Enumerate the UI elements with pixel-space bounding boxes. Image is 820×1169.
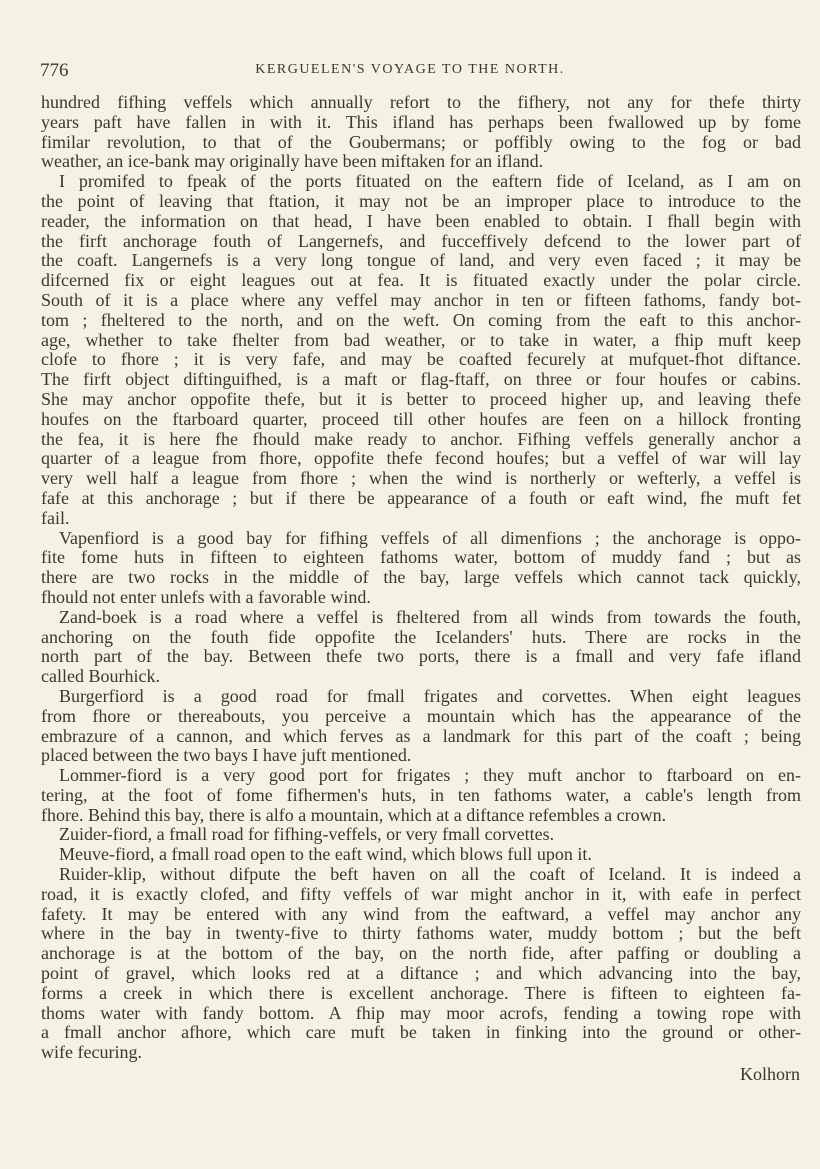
text-line: difcerned fix or eight leagues out at fea. It is fituated exactly under the polar circle. [41, 270, 801, 291]
text-line: years paft have fallen in with it. This ifland has perhaps been fwallowed up by fome [41, 111, 801, 132]
catchword: Kolhorn [740, 1064, 800, 1084]
text-line: South of it is a place where any veffel may anchor in ten or fifteen fathoms, fandy bot- [41, 289, 801, 310]
text-line: fite fome huts in fifteen to eighteen fathoms water, bottom of muddy fand ; but as [41, 547, 801, 568]
page-number: 776 [40, 60, 69, 81]
text-line: clofe to fhore ; it is very fafe, and may be coafted fecurely at mufquet-fhot diftance. [41, 349, 801, 370]
text-line: embrazure of a cannon, and which ferves as a landmark for this part of the coaft ; being [41, 725, 801, 746]
text-line: fimilar revolution, to that of the Goubermans; or poffibly owing to the fog or bad [41, 131, 801, 152]
paragraph [41, 845, 801, 865]
paragraph [41, 825, 801, 845]
text-line: reader, the information on that head, I have been enabled to obtain. I fhall begin with [41, 210, 801, 231]
text-line: hundred fifhing veffels which annually refort to the fifhery, not any for thefe thirty [41, 92, 801, 112]
text-line: fail. [41, 507, 70, 528]
text-line: very well half a league from fhore ; when the wind is northerly or wefterly, a veffel is [41, 468, 801, 489]
text-line: age, whether to take fhelter from bad weather, or to take in water, a fhip muft keep [41, 329, 801, 350]
text-line: forms a creek in which there is excellent anchorage. There is fifteen to eighteen fa- [41, 982, 801, 1003]
text-line: The firft object diftinguifhed, is a maft or flag-ftaff, on three or four houfes or cabins. [41, 369, 801, 390]
running-title: KERGUELEN'S VOYAGE TO THE NORTH. [255, 62, 565, 77]
text-line: the firft anchorage fouth of Langernefs, and fucceffively defcend to the lower part of [41, 230, 801, 251]
text-line: She may anchor oppofite thefe, but it is better to proceed higher up, and leaving thefe [41, 388, 801, 409]
text-line: the fea, it is here fhe fhould make ready to anchor. Fifhing veffels generally anchor a [41, 428, 801, 449]
text-line: Lommer-fiord is a very good port for frigates ; they muft anchor to ftarboard on en- [59, 765, 801, 786]
paragraph [41, 172, 801, 528]
text-line: north part of the bay. Between thefe two ports, there is a fmall and very fafe ifland [41, 646, 801, 667]
paragraph [41, 529, 801, 608]
text-line: there are two rocks in the middle of the bay, large veffels which cannot tack quickly, [41, 567, 801, 588]
text-line: I promifed to fpeak of the ports fituated on the eaftern fide of Iceland, as I am on [59, 171, 801, 192]
text-line: called Bourhick. [41, 666, 160, 687]
text-line: tom ; fheltered to the north, and on the weft. On coming from the eaft to this anchor- [41, 309, 801, 330]
text-line: the point of leaving that ftation, it may not be an improper place to introduce to the [41, 190, 801, 211]
text-line: quarter of a league from fhore, oppofite thefe fecond houfes; but a veffel of war will lay [41, 448, 801, 469]
text-line: Vapenfiord is a good bay for fifhing veffels of all dimenfions ; the anchorage is oppo- [59, 527, 801, 548]
text-line: tering, at the foot of fome fifhermen's huts, in ten fathoms water, a cable's length from [41, 784, 801, 805]
text-line: the coaft. Langernefs is a very long tongue of land, and very even faced ; it may be [41, 250, 801, 271]
text-line: Meuve-fiord, a fmall road open to the eaft wind, which blows full upon it. [59, 844, 592, 865]
text-line: anchoring on the fouth fide oppofite the Icelanders' huts. There are rocks in the [41, 626, 801, 647]
text-line: fafety. It may be entered with any wind from the eaftward, a veffel may anchor any [41, 903, 801, 924]
paragraph [41, 687, 801, 766]
text-line: Ruider-klip, without difpute the beft haven on all the coaft of Iceland. It is indeed a [59, 864, 801, 885]
paragraph [41, 608, 801, 687]
text-line: fhore. Behind this bay, there is alfo a mountain, which at a diftance refembles a crown. [41, 804, 667, 825]
text-line: where in the bay in twenty-five to thirty fathoms water, muddy bottom ; but the beft [41, 923, 801, 944]
text-line: Burgerfiord is a good road for fmall frigates and corvettes. When eight leagues [59, 685, 801, 706]
text-line: fhould not enter unlefs with a favorable wind. [41, 586, 371, 607]
text-line: placed between the two bays I have juft mentioned. [41, 745, 412, 766]
paragraph [41, 93, 801, 172]
text-line: fafe at this anchorage ; but if there be appearance of a fouth or eaft wind, fhe muft fet [41, 487, 801, 508]
paragraph [41, 766, 801, 825]
text-line: wife fecuring. [41, 1042, 142, 1063]
text-line: Zand-boek is a road where a veffel is fheltered from all winds from towards the fouth, [59, 606, 801, 627]
body-text [41, 93, 801, 1063]
paragraph [41, 865, 801, 1063]
text-line: point of gravel, which looks red at a diftance ; and which advancing into the bay, [41, 963, 801, 984]
text-line: houfes on the ftarboard quarter, proceed till other houfes are feen on a hillock fronting [41, 408, 801, 429]
text-line: thoms water with fandy bottom. A fhip may moor acrofs, fending a towing rope with [41, 1002, 801, 1023]
text-line: weather, an ice-bank may originally have been miftaken for an ifland. [41, 151, 544, 172]
text-line: road, it is exactly clofed, and fifty veffels of war might anchor in it, with eafe in perfect [41, 883, 801, 904]
text-line: a fmall anchor afhore, which care muft be taken in finking into the ground or other- [41, 1022, 801, 1043]
text-line: Zuider-fiord, a fmall road for fifhing-veffels, or very fmall corvettes. [59, 824, 555, 845]
text-line: from fhore or thereabouts, you perceive a mountain which has the appearance of the [41, 705, 801, 726]
text-line: anchorage is at the bottom of the bay, on the north fide, after paffing or doubling a [41, 943, 801, 964]
